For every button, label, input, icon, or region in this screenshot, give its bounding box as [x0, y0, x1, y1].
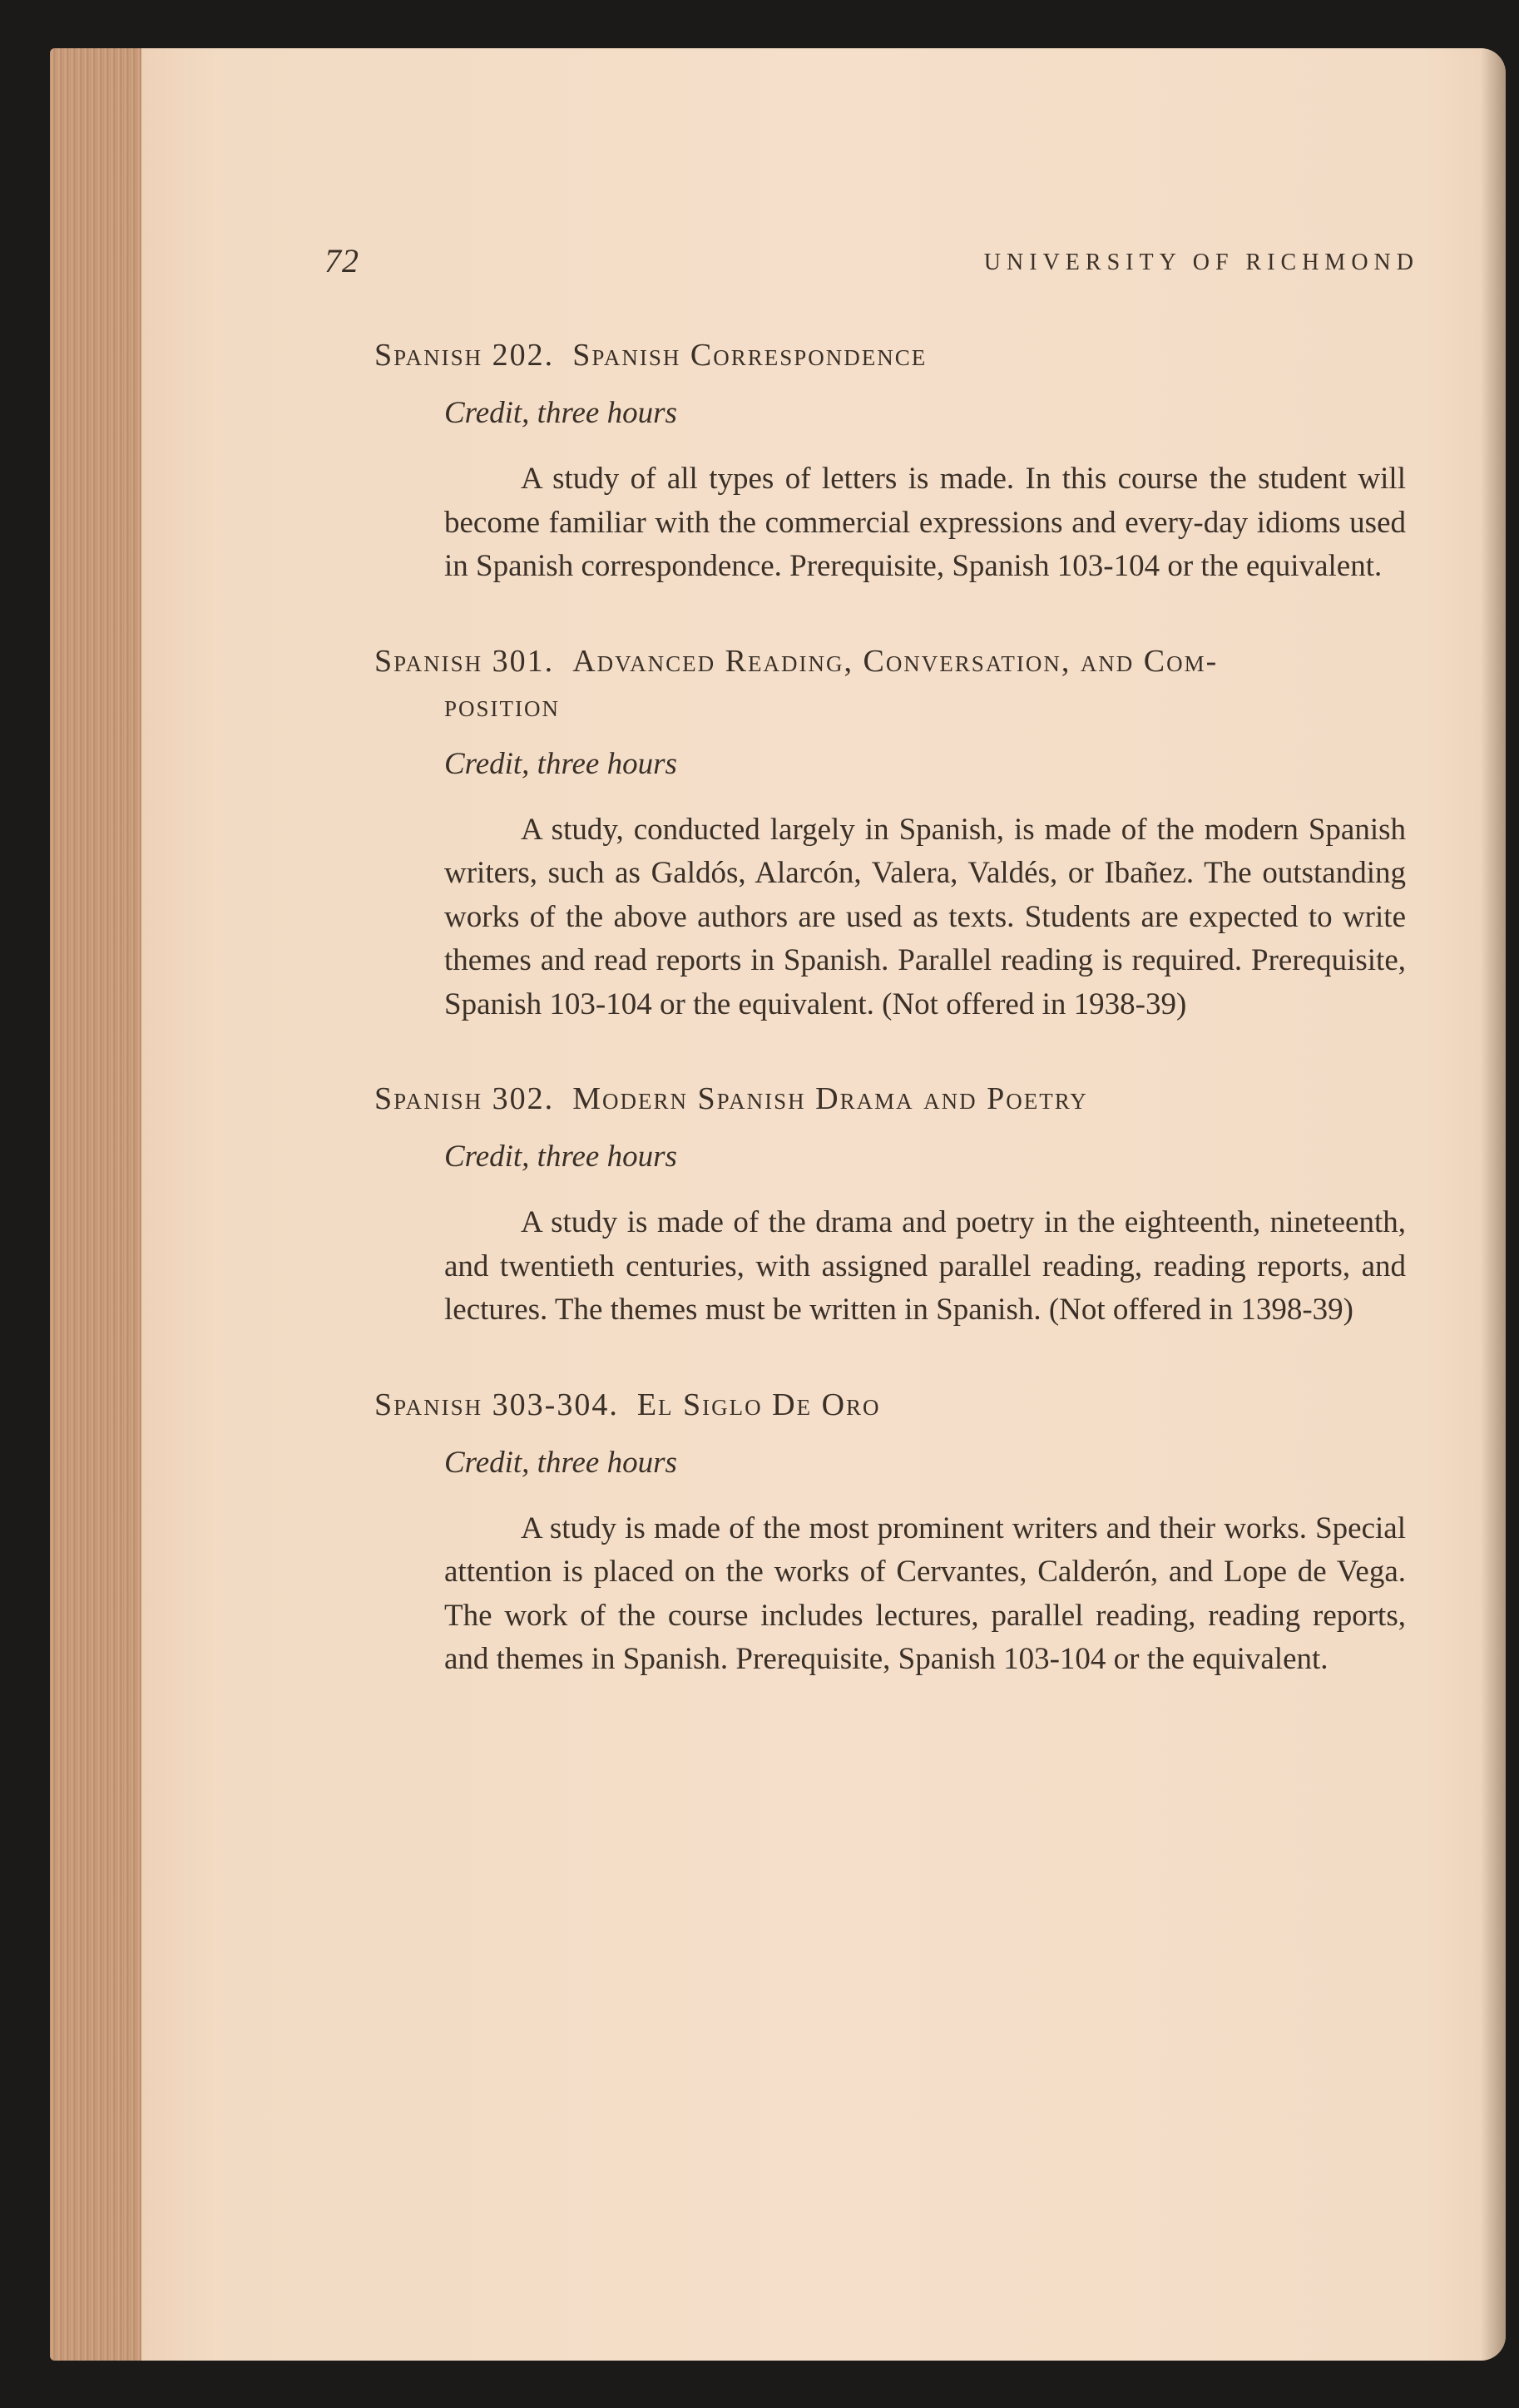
course-name: Spanish Correspondence	[572, 338, 928, 373]
course-heading	[374, 1076, 1406, 1121]
course-number: Spanish 302.	[374, 1081, 555, 1116]
course-name: Advanced Reading, Conversation, and Com-	[572, 643, 1219, 679]
course-heading	[374, 1382, 1406, 1427]
page-edges	[50, 48, 150, 2361]
course-name: El Siglo De Oro	[636, 1387, 881, 1422]
course-name: Modern Spanish Drama and Poetry	[572, 1081, 1088, 1116]
page-number: 72	[324, 242, 359, 279]
page-shadow	[1481, 48, 1506, 2361]
running-head: UNIVERSITY OF RICHMOND	[983, 250, 1419, 275]
course-heading	[374, 639, 1406, 729]
course-number: Spanish 303-304.	[374, 1387, 619, 1422]
course-description: A study, conducted largely in Spanish, is made of the modern Spanish writers, such as Galdós, Alarcón, Valera, Valdés, or Ibañez. The outstanding works of the above authors are used as texts. Students are expected to write themes and read reports in Spanish. Parallel reading is required. Prerequisite, Spanish 103-104 or the equivalent. (Not offered in 1938-39)	[444, 812, 1406, 1021]
course-description: A study is made of the most prominent writers and their works. Special attention is placed on the works of Cervantes, Calderón, and Lope de Vega. The work of the course includes lectures, parallel reading, reading reports, and themes in Spanish. Prerequisite, Spanish 103-104 or the equivalent.	[444, 1511, 1406, 1676]
course-entry	[374, 1382, 1406, 1682]
course-credit: Credit, three hours	[444, 1445, 677, 1480]
course-heading	[374, 333, 1406, 378]
course-credit: Credit, three hours	[444, 746, 677, 781]
course-number: Spanish 202.	[374, 338, 555, 373]
page-header	[324, 241, 1419, 291]
course-credit: Credit, three hours	[444, 1140, 677, 1174]
course-credit: Credit, three hours	[444, 396, 677, 430]
course-entry	[374, 639, 1406, 1027]
course-entry	[374, 1076, 1406, 1333]
course-name-continued: position	[444, 688, 561, 724]
course-description: A study is made of the drama and poetry in the eighteenth, nineteenth, and twentieth centuries, with assigned parallel reading, reading reports, and lectures. The themes must be written in Spanish. (Not offered in 1398-39)	[444, 1205, 1406, 1327]
course-number: Spanish 301.	[374, 643, 555, 679]
course-list	[374, 333, 1406, 1732]
course-entry	[374, 333, 1406, 589]
course-description: A study of all types of letters is made. In this course the student will become familiar with the commercial expressions and every-day idioms used in Spanish correspondence. Prerequisite, Spanish 103-104 or the equivalent.	[444, 462, 1406, 583]
